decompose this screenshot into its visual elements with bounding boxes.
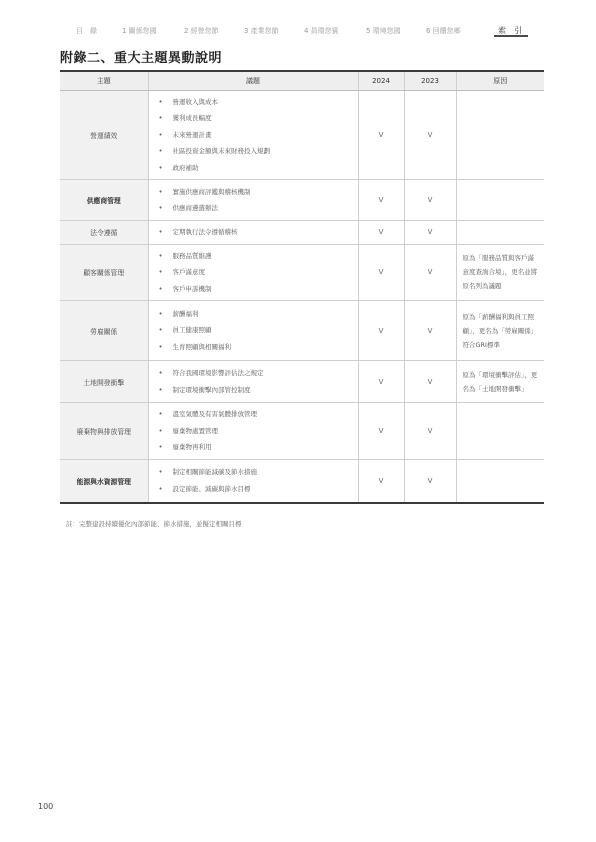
check-2023: V: [404, 403, 456, 460]
nav-item-5[interactable]: 5 環境您國: [366, 27, 401, 35]
topic-cell: 土地開發衝擊: [60, 361, 148, 403]
table-row: [60, 459, 544, 503]
check-2024: V: [358, 244, 404, 301]
topic-change-table: [60, 70, 544, 504]
table-row: [60, 403, 544, 460]
issue-list-item: • 客戶申訴機制: [159, 281, 358, 298]
issues-cell: [148, 361, 358, 403]
nav-item-index[interactable]: 索 引: [498, 26, 522, 35]
topic-cell: 營運績效: [60, 90, 148, 180]
nav-item-3[interactable]: 3 產業您節: [244, 27, 279, 35]
check-2023: V: [404, 90, 456, 180]
topic-cell: 能源與水資源管理: [60, 459, 148, 503]
issue-list: [149, 362, 358, 401]
issue-list: [149, 303, 358, 359]
reason-cell: [456, 403, 544, 460]
table-row: [60, 90, 544, 180]
header-issues: 議題: [148, 71, 358, 90]
issue-list-item: • 廢棄物處置管理: [159, 423, 358, 440]
issue-list-item: • 獲利成長幅度: [159, 110, 358, 127]
issue-list-item: • 員工健康照顧: [159, 322, 358, 339]
issue-list-item: • 未來營運計畫: [159, 127, 358, 144]
check-2023: V: [404, 244, 456, 301]
check-2024: V: [358, 90, 404, 180]
reason-cell: 原為「服務品質與客戶滿意度查詢合境」，更名並將原名列為議題: [456, 244, 544, 301]
nav-item-4[interactable]: 4 員環您賓: [304, 27, 339, 35]
table-row: [60, 180, 544, 221]
topic-cell: 勞雇關係: [60, 301, 148, 361]
check-2023: V: [404, 180, 456, 221]
page-title: 附錄二、重大主題異動說明: [60, 51, 223, 66]
issue-list-item: • 溫室氣體及有害氣體排放管理: [159, 406, 358, 423]
issue-list-item: • 客戶滿意度: [159, 264, 358, 281]
issues-cell: [148, 180, 358, 221]
issues-cell: [148, 90, 358, 180]
header-2023: 2023: [404, 71, 456, 90]
table-row: [60, 244, 544, 301]
issue-list-item: • 政府補助: [159, 160, 358, 177]
issue-list-item: • 廢棄物再利用: [159, 439, 358, 456]
reason-cell: [456, 459, 544, 503]
issue-list-item: • 定期執行法令遵循稽核: [159, 224, 358, 241]
check-2024: V: [358, 301, 404, 361]
issue-list-item: • 制定環境衝擊內部管控制度: [159, 382, 358, 399]
reason-cell: [456, 90, 544, 180]
header-reason: 原因: [456, 71, 544, 90]
issue-list-item: • 薪酬福利: [159, 306, 358, 323]
check-2024: V: [358, 361, 404, 403]
check-2024: V: [358, 403, 404, 460]
nav-item-6[interactable]: 6 回饋您鄉: [426, 27, 461, 35]
nav-item-2[interactable]: 2 經營您節: [184, 27, 219, 35]
issue-list: [149, 221, 358, 244]
issues-cell: [148, 459, 358, 503]
issue-list-item: • 供應商遴選辦法: [159, 200, 358, 217]
top-navigation: [60, 20, 540, 40]
issue-list-item: • 服務品質維護: [159, 248, 358, 265]
issue-list-item: • 實施供應商評鑑與稽核機制: [159, 184, 358, 201]
footnote: 註：完整建設持續優化內部節能、節水措施，並擬定相關目標: [66, 520, 242, 528]
issue-list-item: • 符合我國環境影響評估法之規定: [159, 365, 358, 382]
issue-list-item: • 社區投資金額與未來財務投入規劃: [159, 143, 358, 160]
check-2023: V: [404, 459, 456, 503]
topic-cell: 顧客關係管理: [60, 244, 148, 301]
header-2024: 2024: [358, 71, 404, 90]
topic-cell: 法令遵循: [60, 221, 148, 245]
reason-cell: [456, 221, 544, 245]
check-2023: V: [404, 301, 456, 361]
nav-item-toc[interactable]: 目 錄: [76, 27, 97, 35]
check-2024: V: [358, 459, 404, 503]
reason-cell: [456, 180, 544, 221]
reason-cell: 原為「薪酬福利與員工照顧」，更名為「勞雇關係」符合GRI標準: [456, 301, 544, 361]
issues-cell: [148, 301, 358, 361]
nav-active-underline: [494, 35, 528, 37]
table-row: [60, 301, 544, 361]
issues-cell: [148, 403, 358, 460]
issue-list: [149, 245, 358, 301]
issues-cell: [148, 244, 358, 301]
issue-list: [149, 181, 358, 220]
table-header-row: [60, 71, 544, 90]
topic-cell: 供應商管理: [60, 180, 148, 221]
issue-list: [149, 461, 358, 500]
page-number: 100: [38, 802, 54, 811]
issue-list-item: • 制定相關節能減碳及節水措施: [159, 464, 358, 481]
issue-list-item: • 設定節能、減碳與節水目標: [159, 481, 358, 498]
check-2023: V: [404, 361, 456, 403]
table-row: [60, 221, 544, 245]
check-2024: V: [358, 180, 404, 221]
issue-list-item: • 生育照顧與相關福利: [159, 339, 358, 356]
issue-list-item: • 營運收入與成本: [159, 94, 358, 111]
header-topic: 主題: [60, 71, 148, 90]
nav-item-1[interactable]: 1 關係您國: [122, 27, 157, 35]
check-2023: V: [404, 221, 456, 245]
issues-cell: [148, 221, 358, 245]
table-row: [60, 361, 544, 403]
issue-list: [149, 91, 358, 180]
check-2024: V: [358, 221, 404, 245]
topic-cell: 廢棄物與排放管理: [60, 403, 148, 460]
reason-cell: 原為「環境衝擊評估」，更名為「土地開發衝擊」: [456, 361, 544, 403]
issue-list: [149, 403, 358, 459]
